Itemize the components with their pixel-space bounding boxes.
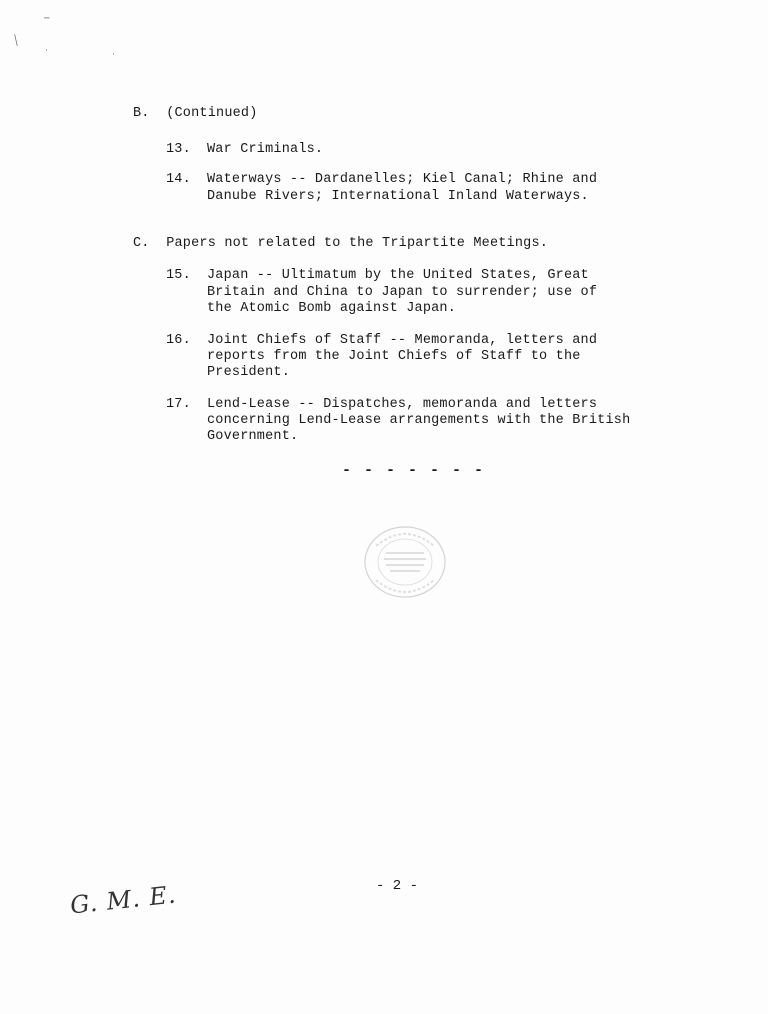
- section-separator: - - - - - - -: [342, 462, 486, 479]
- item-13-number: 13.: [166, 142, 191, 157]
- item-16-line-1: Joint Chiefs of Staff -- Memoranda, letters and: [207, 333, 598, 348]
- item-16-number: 16.: [166, 333, 191, 348]
- item-15-line-1: Japan -- Ultimatum by the United States, Great: [207, 268, 589, 283]
- item-15-line-3: the Atomic Bomb against Japan.: [207, 301, 457, 316]
- item-14-line-2: Danube Rivers; International Inland Waterways.: [207, 189, 589, 204]
- item-15-line-2: Britain and China to Japan to surrender; use of: [207, 285, 598, 300]
- item-17-number: 17.: [166, 397, 191, 412]
- item-15-number: 15.: [166, 268, 191, 283]
- item-16-line-2: reports from the Joint Chiefs of Staff to the: [207, 349, 581, 364]
- item-16-line-3: President.: [207, 365, 291, 380]
- item-14-line-1: Waterways -- Dardanelles; Kiel Canal; Rhine and: [207, 172, 598, 187]
- library-stamp: [362, 524, 448, 600]
- item-17-line-3: Government.: [207, 429, 299, 444]
- document-page: ─ ╱ · · B. (Continued) 13. War Criminals. 14. Waterways -- Dardanelles; Kiel Canal; Rhine and Danube Rivers; International Inland Waterways. C. Papers not related to the Tripartite Meetings. 15. Japan -- Ultimatum by the United States, Great Britain and China to Japan to surrender; use of the Atomic Bomb against Japan. 16. Joint Chiefs of Staff -- Memoranda, letters and reports from the Joint Chiefs of Staff to the President. 17. Lend-Lease -- Dispatches, memoranda and letters concerning Lend-Lease arrangements with the British Government. - - - - - - - - 2 - G. M. E.: [0, 0, 768, 1014]
- section-b-heading: B. (Continued): [133, 106, 258, 121]
- item-14-number: 14.: [166, 172, 191, 187]
- section-c-heading: C. Papers not related to the Tripartite Meetings.: [133, 236, 549, 251]
- item-17-line-2: concerning Lend-Lease arrangements with the British: [207, 413, 631, 428]
- page-number: - 2 -: [376, 878, 419, 894]
- item-13-line-1: War Criminals.: [207, 142, 324, 157]
- handwritten-initials: G. M. E.: [68, 880, 178, 920]
- item-17-line-1: Lend-Lease -- Dispatches, memoranda and letters: [207, 397, 598, 412]
